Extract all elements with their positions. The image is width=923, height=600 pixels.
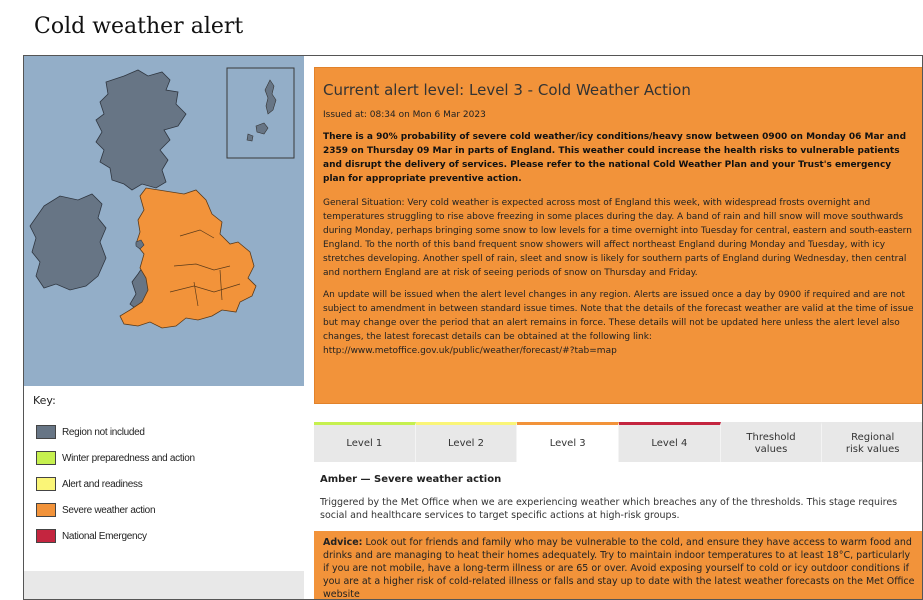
tab-regional-risk-values[interactable] [822, 422, 923, 462]
tab-label-line2: values [754, 443, 788, 455]
key-item-region-not-included [36, 424, 145, 440]
left-bottom-panel [24, 571, 304, 600]
key-item-winter-preparedness [36, 450, 195, 466]
alert-probability-message: There is a 90% probability of severe cold weather/icy conditions/heavy snow between 0900 on Monday 06 Mar and 2359 on Thursday 09 Mar in parts of England. This weather could increase the health risks to vulnerable patients and disrupt the delivery of services. Please refer to the national Cold Weather Plan and your Trust's emergency plan for appropriate preventive action. [323, 132, 907, 184]
key-label: Winter preparedness and action [62, 452, 195, 464]
key-label: Severe weather action [62, 504, 156, 516]
tab-level-1[interactable] [314, 422, 416, 462]
tab-label: Level 3 [549, 437, 586, 449]
forecast-link[interactable]: http://www.metoffice.gov.uk/public/weather/forecast/#?tab=map [323, 346, 617, 356]
map-key [24, 386, 304, 571]
tab-label-line1: Regional [851, 431, 895, 443]
key-swatch [36, 477, 56, 491]
page-title: Cold weather alert [34, 14, 244, 39]
key-swatch [36, 529, 56, 543]
current-alert-panel [314, 67, 923, 404]
level-tabs [314, 422, 923, 462]
key-item-national-emergency [36, 528, 147, 544]
level-description: Triggered by the Met Office when we are experiencing weather which breaches any of the thresholds. This stage requires social and healthcare services to target specific actions at high-risk groups. [320, 497, 898, 521]
tab-label: Level 4 [651, 437, 688, 449]
uk-map [24, 56, 304, 386]
alert-heading: Current alert level: Level 3 - Cold Weather Action [323, 81, 691, 99]
key-swatch [36, 451, 56, 465]
tab-label: Level 2 [448, 437, 484, 449]
advice-text: Look out for friends and family who may be vulnerable to the cold, and ensure they have access to warm food and drinks and are managing to heat their homes adequately. Try to maintain indoor temperatures to at least 18°C, particularly if you are not mobile, have a long-term illness or are 65 or over. Avoid exposing yourself to cold or icy outdoor conditions if you are at a higher risk of cold-related illness or falls and stay up to date with the latest weather forecasts on the Met Office website [323, 537, 915, 600]
key-swatch [36, 503, 56, 517]
tab-level-3[interactable] [517, 422, 619, 462]
level-heading: Amber — Severe weather action [320, 474, 502, 485]
tab-level-4[interactable] [619, 422, 721, 462]
key-item-alert-readiness [36, 476, 142, 492]
issued-time: Issued at: 08:34 on Mon 6 Mar 2023 [323, 110, 486, 120]
tab-label-line2: risk values [845, 443, 900, 455]
tab-threshold-values[interactable] [721, 422, 823, 462]
key-title: Key: [33, 394, 56, 407]
tab-level-2[interactable] [416, 422, 518, 462]
advice-box [314, 531, 923, 600]
key-label: National Emergency [62, 530, 147, 542]
update-info: An update will be issued when the alert level changes in any region. Alerts are issued once a day by 0900 if required and are not subject to amendment in between standard issue times. Note that the details of the forecast weather are valid at the time of issue but may change over the period that an alert remains in force. These details will not be updated here unless the alert level also changes, the latest forecast details can be obtained at the following link: [323, 290, 914, 342]
alert-widget [23, 55, 923, 600]
uk-map-graphic [24, 56, 304, 386]
key-label: Region not included [62, 426, 145, 438]
general-situation: General Situation: Very cold weather is expected across most of England this week, with widespread frosts overnight and temperatures struggling to rise above freezing in some places during the day. A band of rain and hill snow will move southwards during Monday, perhaps bringing some snow to low levels for a time overnight into Tuesday for central, eastern and south-eastern England. To the north of this band frequent snow showers will affect northeast England during Monday and Tuesday, with icy stretches developing. Another spell of rain, sleet and snow is likely for southern parts of England during Wednesday, then central and northern England are at risk of seeing periods of snow on Thursday and Friday. [323, 198, 912, 278]
tab-label: Level 1 [346, 437, 383, 449]
key-item-severe-weather [36, 502, 155, 518]
key-swatch [36, 425, 56, 439]
advice-label: Advice: [323, 537, 363, 548]
key-label: Alert and readiness [62, 478, 143, 490]
tab-label-line1: Threshold [746, 431, 796, 443]
